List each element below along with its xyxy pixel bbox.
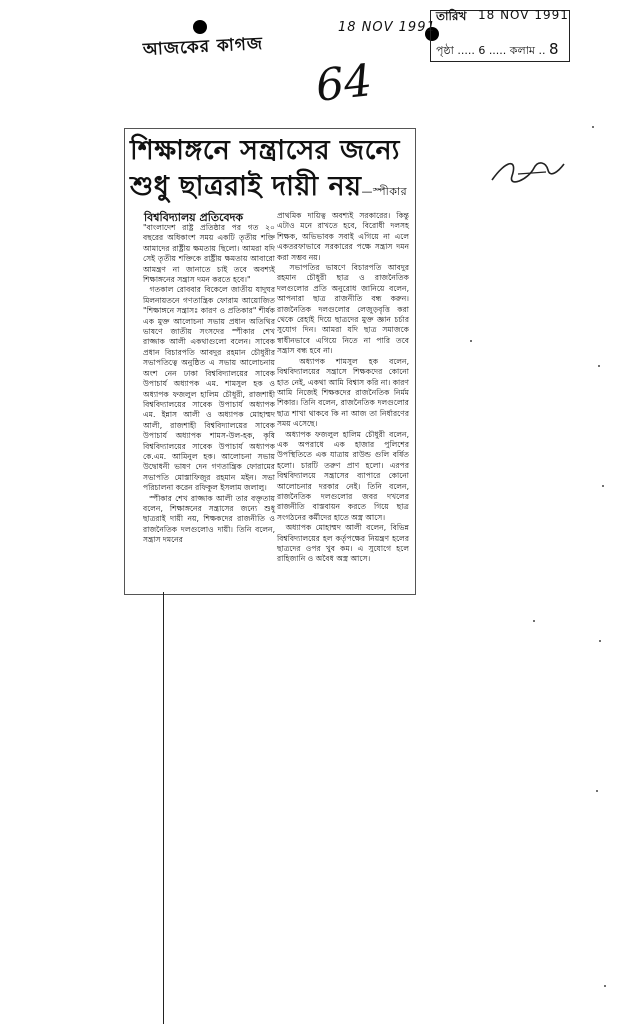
- date-stamp: 18 NOV 1991: [338, 20, 436, 35]
- newspaper-masthead: আজকের কাগজ: [142, 33, 264, 61]
- filing-stamp-date-label: তারিখ: [436, 9, 467, 23]
- filing-stamp-page: 6: [478, 44, 486, 57]
- article-column-1: "বাংলাদেশ রাষ্ট্র প্রতিষ্ঠার পর গত ২০ বছরের অধিকাংশ সময় একটি তৃতীয় শক্তি আমাদের রাষ্ট্রীয় ক্ষমতায় ছিলো। আমরা যদি সেই তৃতীয় শক্তিকে রাষ্ট্রীয় ক্ষমতায় আবারো আমন্ত্রণ না জানাতে চাই তবে অবশ্যই শিক্ষাঙ্গনের সন্ত্রাস দমন করতে হবে।" গতকাল রোববার বিকেলে জাতীয় যাদুঘর মিলনায়তনে গণতান্ত্রিক ফোরাম আয়োজিত "শিক্ষাঙ্গনে সন্ত্রাসঃ কারণ ও প্রতিকার" শীর্ষক এক মুক্ত আলোচনা সভায় প্রধান অতিথির ভাষণে জাতীয় সংসদের স্পীকার শেখ রাজ্জাক আলী একথাগুলো বলেন। সাবেক প্রধান বিচারপতি আবদুর রহমান চৌধুরীর সভাপতিত্বে অনুষ্ঠিত এ সভায় আলোচনায় অংশ নেন ঢাকা বিশ্ববিদ্যালয়ের সাবেক উপাচার্য অধ্যাপক এম. শামসুল হক ও অধ্যাপক ফজলুল হালিম চৌধুরী, রাজশাহী বিশ্ববিদ্যালয়ের সাবেক উপাচার্য অধ্যাপক এম. ইন্নাস আলী ও অধ্যাপক মোহাম্মদ আলী, রাজশাহী বিশ্ববিদ্যালয়ের সাবেক উপাচার্য অধ্যাপক শামস-উল-হক, কৃষি বিশ্ববিদ্যালয়ের সাবেক উপাচার্য অধ্যাপক কে.এম. আমিনুল হক। আলোচনা সভায় উদ্বোধনী ভাষণ দেন গণতান্ত্রিক ফোরামের সভাপতি মোস্তাফিজুর রহমান মইন। সভা পরিচালনা করেন রফিকুল ইসলাম জলালু। স্পীকার শেখ রাজ্জাক আলী তার বক্তৃতায় বলেন, শিক্ষাঙ্গনের সন্ত্রাসের জন্যে শুধু ছাত্ররাই দায়ী নয়, শিক্ষকদের রাজনীতি ও রাজনৈতিক দলগুলোও দায়ী। তিনি বলেন, সন্ত্রাস দমনের: [143, 223, 276, 545]
- filing-stamp-date: 18 NOV 1991: [478, 8, 569, 22]
- filing-stamp-page-column: পৃষ্ঠা ..... 6 ..... কলাম .. 8: [436, 40, 559, 58]
- headline-text: শিক্ষাঙ্গনে সন্ত্রাসের জন্যে শুধু ছাত্ররাই দায়ী নয়: [130, 135, 400, 202]
- filing-stamp-column-label: কলাম: [509, 44, 535, 57]
- handwritten-number: 64: [313, 55, 375, 112]
- filing-stamp-column: 8: [549, 40, 559, 58]
- article-byline: বিশ্ববিদ্যালয় প্রতিবেদক: [144, 211, 244, 224]
- article-column-2: প্রাথমিক দায়িত্ব অবশ্যই সরকারের। কিন্তু এটাও মনে রাখতে হবে, বিরোধী দলসহ শিক্ষক, অভিভাবক সবাই এগিয়ে না এলে একতরফাভাবে সরকারের পক্ষে সন্ত্রাস দমন করা সম্ভব নয়। সভাপতির ভাষণে বিচারপতি আবদুর রহমান চৌধুরী ছাত্র ও রাজনৈতিক দলগুলোর প্রতি অনুরোধ জানিয়ে বলেন, আপনারা ছাত্র রাজনীতি বন্ধ করুন। রাজনৈতিক দলগুলোর লেজুড়বৃত্তি করা থেকে রেহাই দিয়ে ছাত্রদের মুক্ত জ্ঞান চর্চার সুযোগ দিন। আমরা যদি ছাত্র সমাজকে স্বাধীনভাবে এগিয়ে নিতে না পারি তবে সন্ত্রাস বন্ধ হবে না। অধ্যাপক শামসুল হক বলেন, বিশ্ববিদ্যালয়ের সন্ত্রাসে শিক্ষকদের কোনো হাত নেই, একথা আমি বিশ্বাস করি না। কারণ আমি নিজেই শিক্ষকদের রাজনৈতিক নির্মম শিকার। তিনি বলেন, রাজনৈতিক দলগুলোর ছাত্র শাখা থাকবে কি না আজ তা নির্ধারণের সময় এসেছে। অধ্যাপক ফজলুল হালিম চৌধুরী বলেন, এক অপরাধে এক হাজার পুলিশের উপস্থিতিতে এক যাত্রায় রাউন্ড গুলি বর্ষিত হলো। চারটি তরুণ প্রাণ হলো। এরপর বিশ্ববিদ্যালয়ে সন্ত্রাসের ব্যাপারে কোনো আলোচনার দরকার নেই। তিনি বলেন, রাজনৈতিক দলগুলোর জবর দখলের রাজনীতি বাস্তবায়ন করতে গিয়ে ছাত্র সংগঠনের কর্মীদের হাতে অস্ত্র আসে। অধ্যাপক মোহাম্মদ আলী বলেন, বিভিন্ন বিশ্ববিদ্যালয়ের হল কর্তৃপক্ষের নিয়ন্ত্রণ হলের ছাত্রদের ওপর খুব কম। এ সুযোগে হলে রাহিজানি ও অবৈধ অস্ত্র আসে।: [277, 211, 410, 564]
- headline-attribution: —স্পীকার: [361, 185, 408, 198]
- filing-stamp-page-label: পৃষ্ঠা: [436, 44, 454, 57]
